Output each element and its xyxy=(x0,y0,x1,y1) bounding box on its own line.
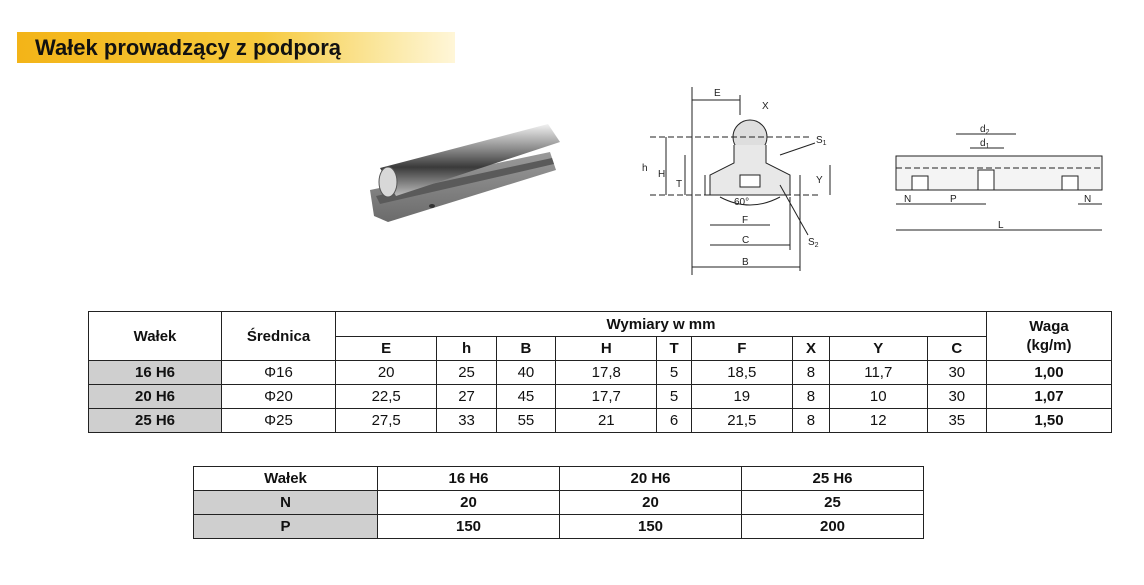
np-table-body xyxy=(194,491,924,539)
label-C: C xyxy=(742,235,750,246)
spec-table-body xyxy=(89,361,1112,433)
table-row xyxy=(89,385,1112,409)
dim-header-e: E xyxy=(336,337,437,361)
np-header-cell: 20 H6 xyxy=(560,467,742,491)
label-angle: 60° xyxy=(734,197,750,208)
diameter-cell: Φ25 xyxy=(222,409,336,433)
dimension-cell: 35 xyxy=(927,409,986,433)
dimension-cell: 27,5 xyxy=(336,409,437,433)
np-value-cell: 200 xyxy=(742,515,924,539)
table-row xyxy=(89,409,1112,433)
table-row xyxy=(194,491,924,515)
dimension-cell: 33 xyxy=(437,409,496,433)
dimension-cell: 40 xyxy=(496,361,555,385)
dim-header-t: T xyxy=(657,337,691,361)
np-value-cell: 25 xyxy=(742,491,924,515)
weight-cell: 1,07 xyxy=(987,385,1112,409)
dimension-cell: 6 xyxy=(657,409,691,433)
label-S1: $S_1$ xyxy=(816,135,827,147)
label-E: E xyxy=(714,88,721,99)
dim-header-h: H xyxy=(556,337,657,361)
label-d1: $d_1$ xyxy=(980,138,990,150)
page-title: Wałek prowadzący z podporą xyxy=(35,35,342,60)
dimension-cell: 22,5 xyxy=(336,385,437,409)
np-table xyxy=(193,466,924,539)
label-d2: $d_2$ xyxy=(980,124,990,136)
dim-header-f: F xyxy=(691,337,792,361)
header-shaft: Wałek xyxy=(89,312,222,361)
label-P: P xyxy=(950,194,957,205)
shaft-rail-photo xyxy=(360,112,570,232)
label-H: H xyxy=(658,169,666,180)
dim-header-y: Y xyxy=(829,337,927,361)
side-view-diagram xyxy=(892,120,1107,240)
weight-cell: 1,50 xyxy=(987,409,1112,433)
label-h: h xyxy=(642,163,648,174)
label-F: F xyxy=(742,215,749,226)
dimension-cell: 10 xyxy=(829,385,927,409)
dimension-cell: 30 xyxy=(927,385,986,409)
diameter-cell: Φ16 xyxy=(222,361,336,385)
header-weight-label: Waga xyxy=(1029,318,1069,335)
dimension-cell: 25 xyxy=(437,361,496,385)
dim-header-b: B xyxy=(496,337,555,361)
weight-cell: 1,00 xyxy=(987,361,1112,385)
dimension-cell: 17,8 xyxy=(556,361,657,385)
label-T: T xyxy=(676,179,683,190)
shaft-cell: 20 H6 xyxy=(89,385,222,409)
dimension-cell: 21,5 xyxy=(691,409,792,433)
label-B: B xyxy=(742,257,749,268)
dimension-cell: 27 xyxy=(437,385,496,409)
dimension-cell: 21 xyxy=(556,409,657,433)
dimension-cell: 12 xyxy=(829,409,927,433)
dimension-cell: 8 xyxy=(792,385,829,409)
dimension-cell: 30 xyxy=(927,361,986,385)
label-L: L xyxy=(998,220,1004,231)
dimension-cell: 55 xyxy=(496,409,555,433)
dimension-cell: 45 xyxy=(496,385,555,409)
label-N-right: N xyxy=(1084,194,1092,205)
np-row-label: N xyxy=(194,491,378,515)
dimension-cell: 8 xyxy=(792,409,829,433)
label-Y: Y xyxy=(816,175,823,186)
dimension-cell: 20 xyxy=(336,361,437,385)
dim-header-x: X xyxy=(792,337,829,361)
header-weight-unit: (kg/m) xyxy=(1026,337,1072,354)
np-header-cell: 16 H6 xyxy=(378,467,560,491)
header-weight xyxy=(987,312,1112,361)
np-value-cell: 20 xyxy=(560,491,742,515)
np-value-cell: 150 xyxy=(378,515,560,539)
header-dimensions: Wymiary w mm xyxy=(336,312,987,337)
table-row xyxy=(89,361,1112,385)
np-header-row xyxy=(194,467,924,491)
dimension-cell: 5 xyxy=(657,385,691,409)
np-row-label: P xyxy=(194,515,378,539)
np-header-cell: Wałek xyxy=(194,467,378,491)
dim-header-h: h xyxy=(437,337,496,361)
dimension-cell: 19 xyxy=(691,385,792,409)
label-N-left: N xyxy=(904,194,912,205)
label-S2: $S_2$ xyxy=(808,237,819,249)
label-X: X xyxy=(762,101,769,112)
dimension-cell: 17,7 xyxy=(556,385,657,409)
dimension-cell: 11,7 xyxy=(829,361,927,385)
dimension-cell: 5 xyxy=(657,361,691,385)
np-value-cell: 150 xyxy=(560,515,742,539)
header-diameter: Średnica xyxy=(222,312,336,361)
dim-header-c: C xyxy=(927,337,986,361)
shaft-cell: 16 H6 xyxy=(89,361,222,385)
table-row xyxy=(194,515,924,539)
spec-table xyxy=(88,311,1112,433)
dimension-cell: 18,5 xyxy=(691,361,792,385)
np-header-cell: 25 H6 xyxy=(742,467,924,491)
shaft-cell: 25 H6 xyxy=(89,409,222,433)
np-value-cell: 20 xyxy=(378,491,560,515)
cross-section-diagram xyxy=(630,85,840,275)
dimension-cell: 8 xyxy=(792,361,829,385)
diameter-cell: Φ20 xyxy=(222,385,336,409)
